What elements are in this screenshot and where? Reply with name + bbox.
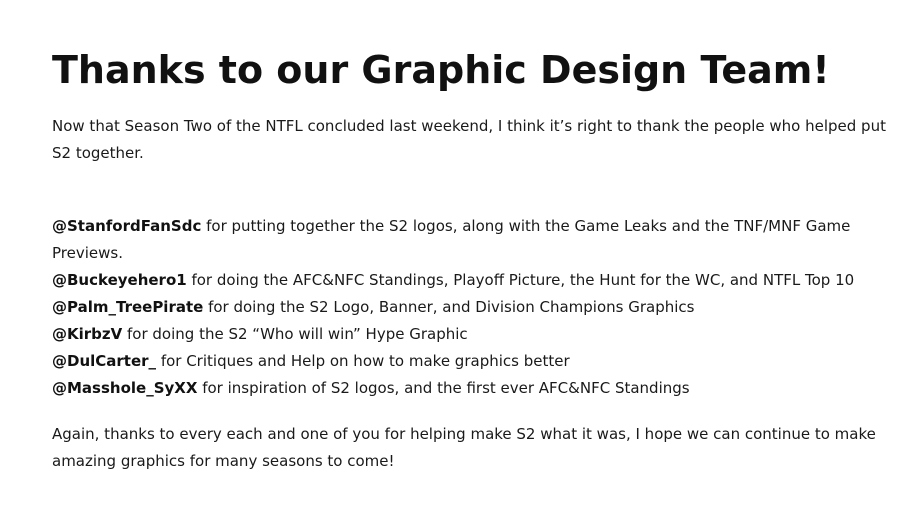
credit-item — [52, 213, 902, 267]
intro-paragraph: Now that Season Two of the NTFL concluded last weekend, I think it’s right to thank the people who helped put S2 together. — [52, 117, 886, 162]
credit-text: for Critiques and Help on how to make graphics better — [156, 352, 570, 370]
credit-text: for doing the S2 Logo, Banner, and Division Champions Graphics — [203, 298, 695, 316]
credit-item — [52, 321, 902, 348]
credit-item — [52, 294, 902, 321]
user-handle[interactable]: @Masshole_SyXX — [52, 379, 198, 397]
credit-text: for doing the AFC&NFC Standings, Playoff Picture, the Hunt for the WC, and NTFL Top 10 — [186, 271, 855, 289]
article — [52, 46, 902, 475]
credit-item — [52, 375, 902, 402]
credit-text: for doing the S2 “Who will win” Hype Graphic — [122, 325, 468, 343]
credit-item — [52, 267, 902, 294]
user-handle[interactable]: @KirbzV — [52, 325, 123, 343]
credit-text: for inspiration of S2 logos, and the first ever AFC&NFC Standings — [197, 379, 690, 397]
credits-list — [52, 213, 902, 402]
user-handle[interactable]: @Buckeyehero1 — [52, 271, 187, 289]
user-handle[interactable]: @StanfordFanSdc — [52, 217, 202, 235]
user-handle[interactable]: @Palm_TreePirate — [52, 298, 204, 316]
closing-paragraph: Again, thanks to every each and one of you for helping make S2 what it was, I hope we can continue to make amazing graphics for many seasons to come! — [52, 425, 876, 470]
credit-text: for putting together the S2 logos, along with the Game Leaks and the TNF/MNF Game Previews. — [52, 217, 851, 262]
user-handle[interactable]: @DulCarter_ — [52, 352, 157, 370]
credit-item — [52, 348, 902, 375]
page-title: Thanks to our Graphic Design Team! — [52, 48, 830, 92]
